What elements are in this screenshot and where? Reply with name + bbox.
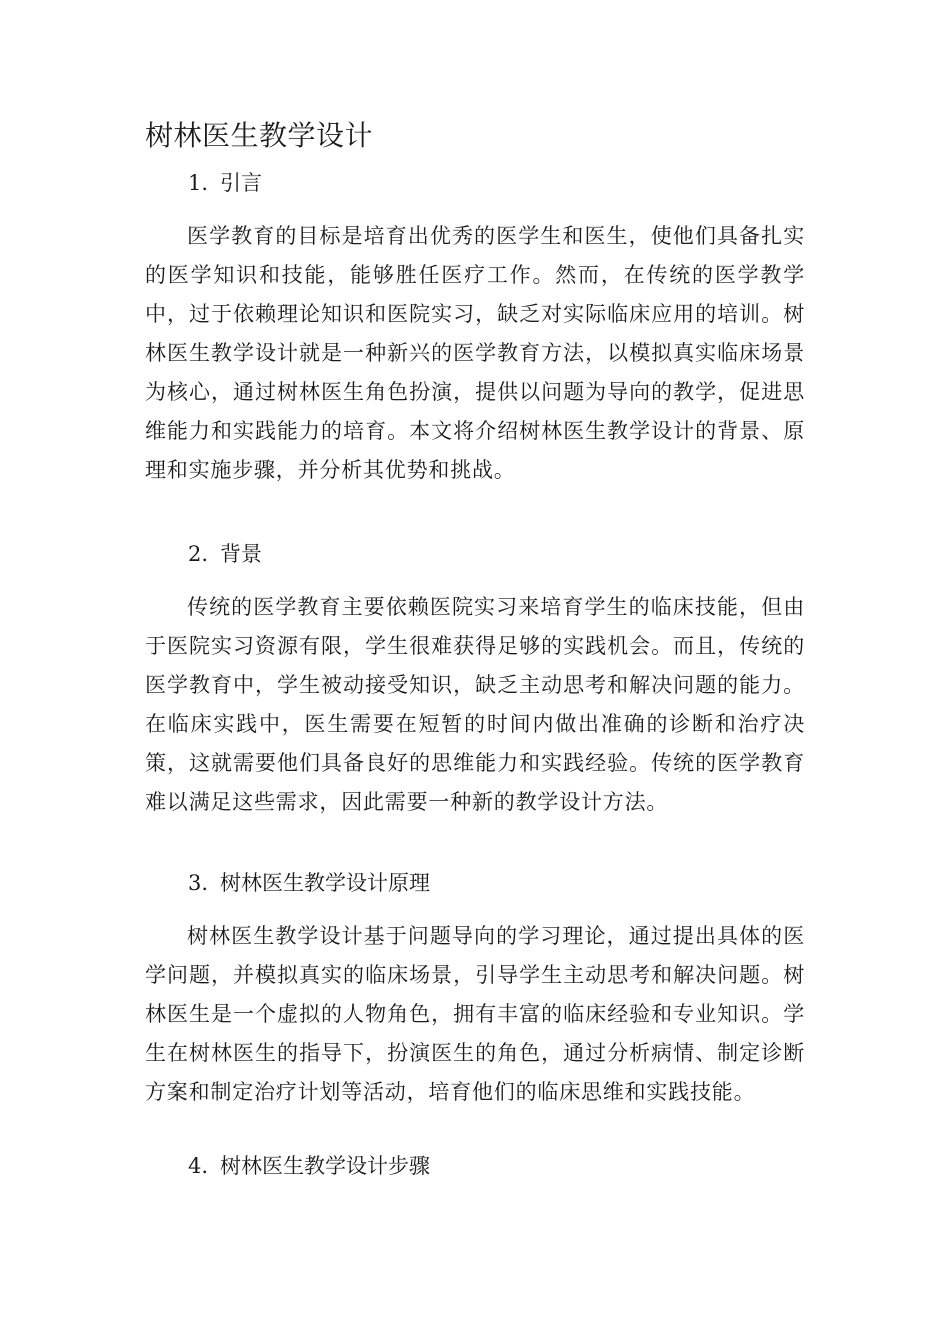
section-paragraph-3: 树林医生教学设计基于问题导向的学习理论，通过提出具体的医学问题，并模拟真实的临床场景，引导学生主动思考和解决问题。树林医生是一个虚拟的人物角色，拥有丰富的临床经验和专业知识。学生在树林医生的指导下，扮演医生的角色，通过分析病情、制定诊断方案和制定治疗计划等活动，培育他们的临床思维和实践技能。 bbox=[145, 924, 805, 1104]
section-heading-2 bbox=[188, 536, 262, 572]
section-number: 1. bbox=[188, 171, 209, 195]
document-title: 树林医生教学设计 bbox=[145, 119, 374, 152]
section-title: 引言 bbox=[220, 171, 263, 195]
section-number: 4. bbox=[188, 1154, 209, 1178]
section-heading-1 bbox=[188, 165, 262, 201]
section-title: 树林医生教学设计原理 bbox=[220, 871, 431, 895]
section-heading-4 bbox=[188, 1148, 430, 1184]
section-number: 3. bbox=[188, 871, 209, 895]
section-title: 树林医生教学设计步骤 bbox=[220, 1154, 431, 1178]
section-title: 背景 bbox=[220, 542, 263, 566]
section-paragraph-2: 传统的医学教育主要依赖医院实习来培育学生的临床技能，但由于医院实习资源有限，学生很难获得足够的实践机会。而且，传统的医学教育中，学生被动接受知识，缺乏主动思考和解决问题的能力。在临床实践中，医生需要在短暂的时间内做出准确的诊断和治疗决策，这就需要他们具备良好的思维能力和实践经验。传统的医学教育难以满足这些需求，因此需要一种新的教学设计方法。 bbox=[145, 595, 805, 814]
section-number: 2. bbox=[188, 542, 209, 566]
section-heading-3 bbox=[188, 865, 430, 901]
section-paragraph-1: 医学教育的目标是培育出优秀的医学生和医生，使他们具备扎实的医学知识和技能，能够胜任医疗工作。然而，在传统的医学教学中，过于依赖理论知识和医院实习，缺乏对实际临床应用的培训。树林医生教学设计就是一种新兴的医学教育方法，以模拟真实临床场景为核心，通过树林医生角色扮演，提供以问题为导向的教学，促进思维能力和实践能力的培育。本文将介绍树林医生教学设计的背景、原理和实施步骤，并分析其优势和挑战。 bbox=[145, 224, 805, 482]
